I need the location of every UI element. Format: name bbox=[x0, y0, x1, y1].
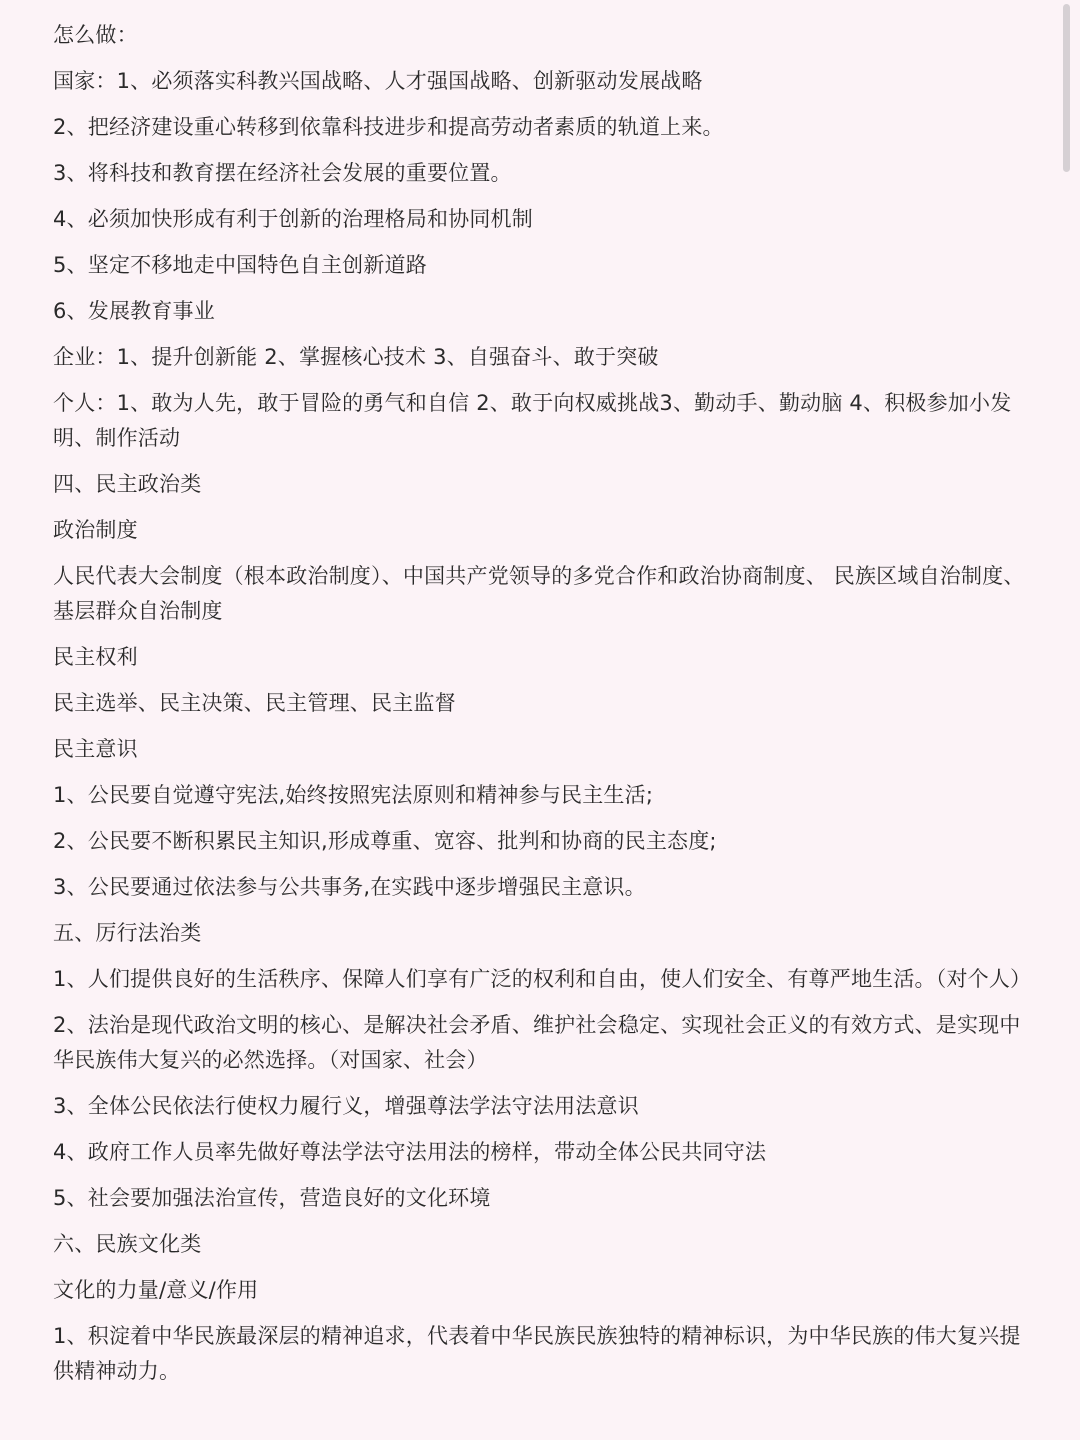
list-item: 1、公民要自觉遵守宪法,始终按照宪法原则和精神参与民主生活; bbox=[53, 783, 654, 807]
subheading-democratic-awareness: 民主意识 bbox=[53, 737, 138, 761]
section-heading-rule-of-law: 五、厉行法治类 bbox=[53, 921, 202, 945]
text-paragraph: 人民代表大会制度（根本政治制度）、中国共产党领导的多党合作和政治协商制度、 民族区域自治制度、基层群众自治制度 bbox=[53, 564, 1025, 623]
scrollbar[interactable] bbox=[1064, 0, 1074, 1440]
list-item: 3、全体公民依法行使权力履行义，增强尊法学法守法用法意识 bbox=[53, 1094, 639, 1118]
text-paragraph: 民主选举、民主决策、民主管理、民主监督 bbox=[53, 691, 456, 715]
scrollbar-thumb[interactable] bbox=[1063, 4, 1070, 172]
list-item: 3、公民要通过依法参与公共事务,在实践中逐步增强民主意识。 bbox=[53, 875, 646, 899]
list-item: 4、必须加快形成有利于创新的治理格局和协同机制 bbox=[53, 207, 533, 231]
heading-how-to-do: 怎么做： bbox=[53, 23, 138, 47]
list-item: 2、法治是现代政治文明的核心、是解决社会矛盾、维护社会稳定、实现社会正义的有效方式、是实现中华民族伟大复兴的必然选择。（对国家、社会） bbox=[53, 1013, 1021, 1072]
list-item: 企业：1、提升创新能 2、掌握核心技术 3、自强奋斗、敢于突破 bbox=[53, 345, 659, 369]
list-item: 2、公民要不断积累民主知识,形成尊重、宽容、批判和协商的民主态度; bbox=[53, 829, 717, 853]
section-heading-democracy: 四、民主政治类 bbox=[53, 472, 202, 496]
subheading-culture-power: 文化的力量/意义/作用 bbox=[53, 1278, 259, 1302]
list-item: 3、将科技和教育摆在经济社会发展的重要位置。 bbox=[53, 161, 512, 185]
list-item: 5、社会要加强法治宣传，营造良好的文化环境 bbox=[53, 1186, 491, 1210]
list-item: 5、坚定不移地走中国特色自主创新道路 bbox=[53, 253, 427, 277]
list-item: 个人：1、敢为人先，敢于冒险的勇气和自信 2、敢于向权威挑战3、勤动手、勤动脑 4、积极参加小发明、制作活动 bbox=[53, 391, 1012, 450]
list-item: 1、积淀着中华民族最深层的精神追求，代表着中华民族民族独特的精神标识，为中华民族的伟大复兴提供精神动力。 bbox=[53, 1324, 1021, 1383]
list-item: 4、政府工作人员率先做好尊法学法守法用法的榜样，带动全体公民共同守法 bbox=[53, 1140, 767, 1164]
list-item: 6、发展教育事业 bbox=[53, 299, 215, 323]
document-body bbox=[53, 18, 1038, 1400]
list-item: 1、人们提供良好的生活秩序、保障人们享有广泛的权利和自由，使人们安全、有尊严地生活。（对个人） bbox=[53, 967, 1032, 991]
subheading-political-system: 政治制度 bbox=[53, 518, 138, 542]
list-item: 国家：1、必须落实科教兴国战略、人才强国战略、创新驱动发展战略 bbox=[53, 69, 703, 93]
section-heading-national-culture: 六、民族文化类 bbox=[53, 1232, 202, 1256]
list-item: 2、把经济建设重心转移到依靠科技进步和提高劳动者素质的轨道上来。 bbox=[53, 115, 724, 139]
subheading-democratic-rights: 民主权利 bbox=[53, 645, 138, 669]
